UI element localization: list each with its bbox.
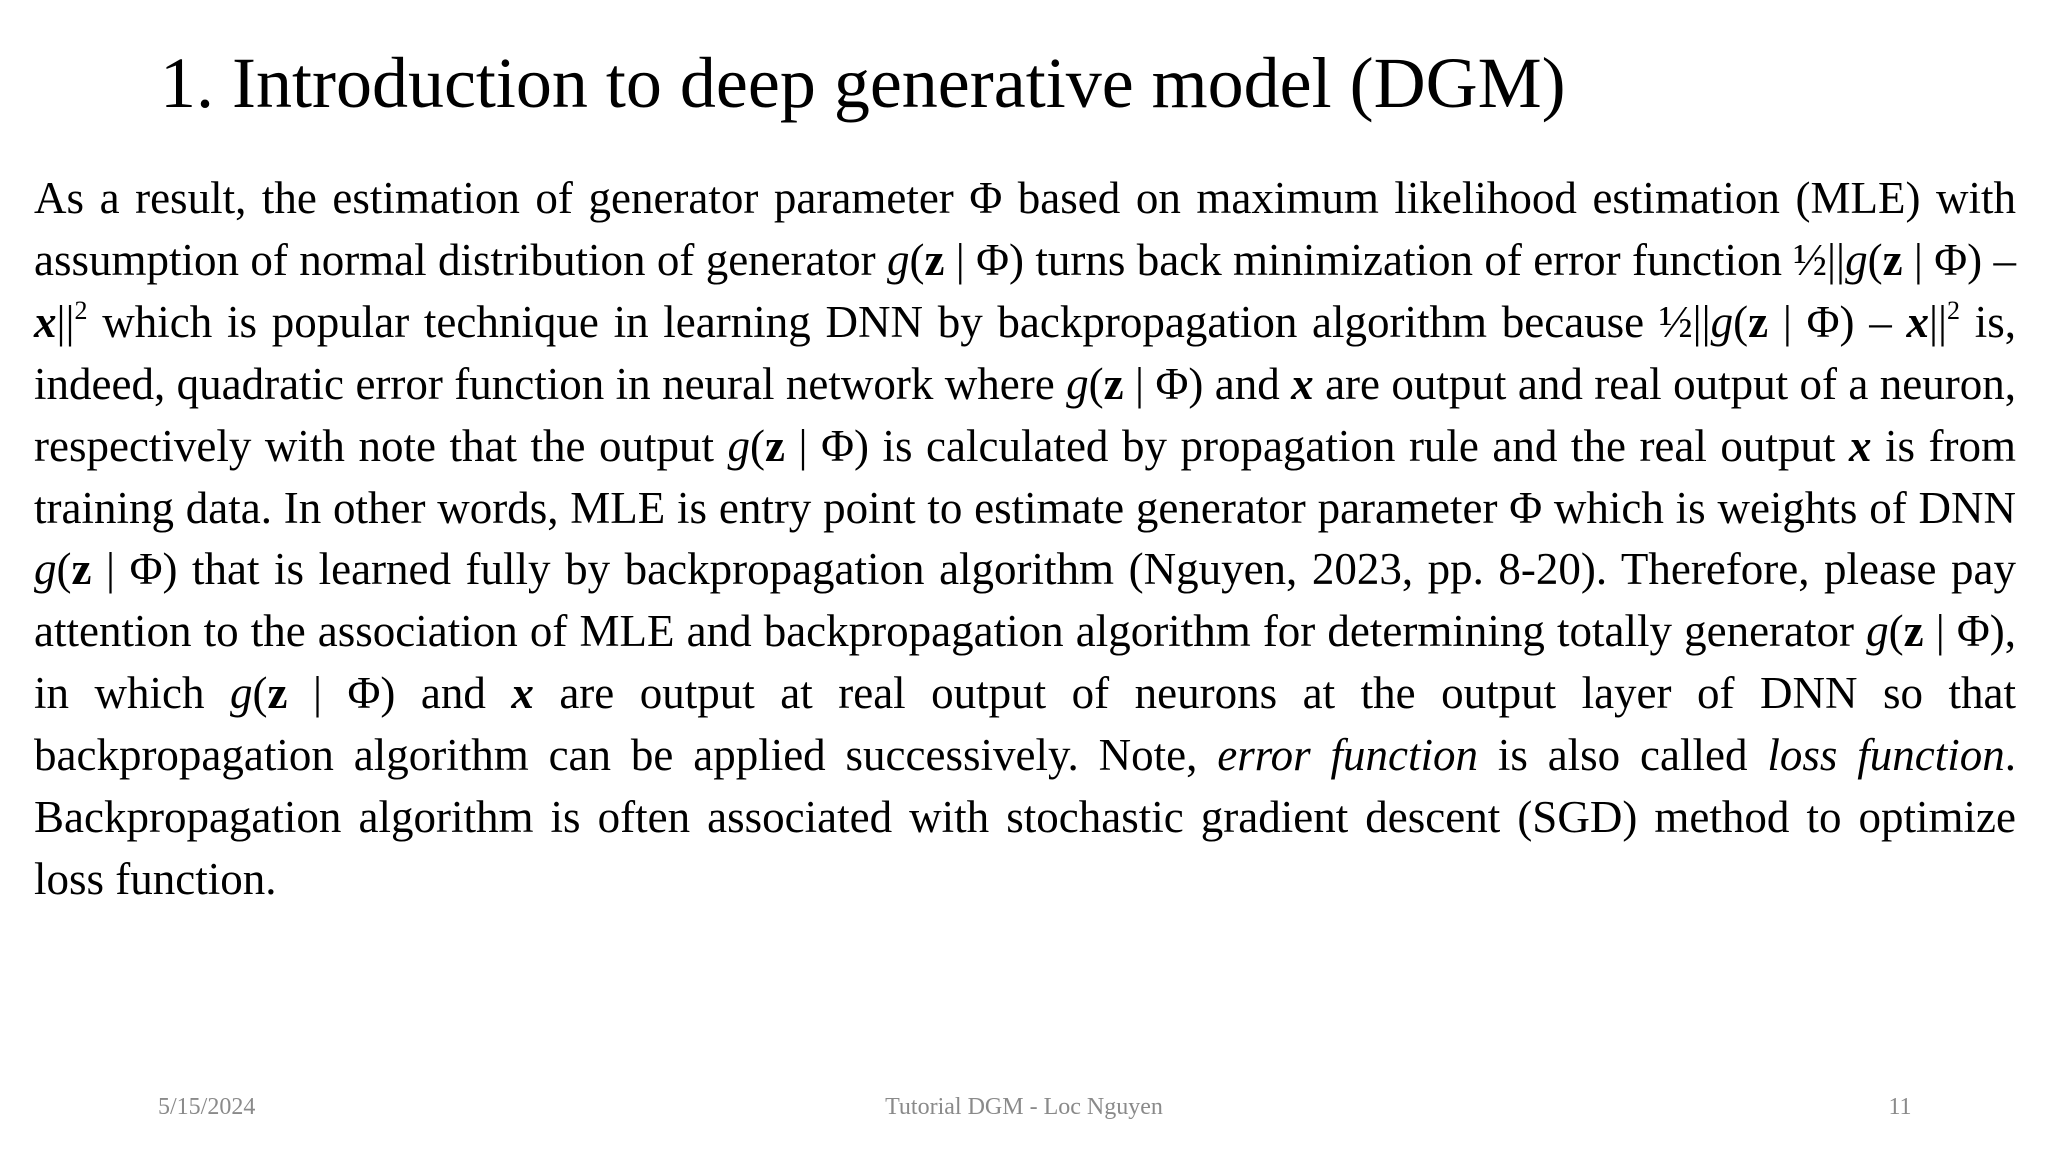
- text-run: (: [750, 420, 766, 471]
- text-run: ||: [56, 296, 75, 347]
- text-run: is from training data. In other words, MLE is entry point to estimate generator parameter Φ which is weights of DNN: [34, 420, 2017, 533]
- text-run: (: [1733, 296, 1749, 347]
- footer-page-number: 11: [1888, 1094, 1912, 1120]
- symbol-g: g: [1710, 296, 1734, 347]
- symbol-g: g: [1066, 358, 1089, 409]
- footer-presentation-title: Tutorial DGM - Loc Nguyen: [885, 1094, 1163, 1120]
- text-run: | Φ) that is learned fully by backpropagation algorithm (Nguyen, 2023, pp. 8-20). Therefore, please pay attention to the association of MLE and backpropagation algorithm for determining totally generator: [34, 544, 2016, 657]
- symbol-z: z: [924, 234, 945, 285]
- symbol-z: z: [267, 668, 288, 719]
- text-run: | Φ) turns back minimization of error function ½||: [944, 234, 1846, 285]
- symbol-z: z: [1103, 358, 1124, 409]
- text-run: are output and real output of a neuron, respectively with note that the output: [34, 358, 2017, 471]
- symbol-x: x: [1291, 358, 1314, 409]
- text-run: which is popular technique in learning DNN by backpropagation algorithm because ½||: [87, 296, 1711, 347]
- text-run: | Φ) –: [1902, 234, 2017, 285]
- symbol-g: g: [34, 544, 57, 595]
- footer-date: 5/15/2024: [158, 1094, 256, 1120]
- text-run: is also called: [1477, 730, 1768, 781]
- text-run: | Φ) –: [1768, 296, 1907, 347]
- symbol-g: g: [1866, 606, 1889, 657]
- symbol-z: z: [1748, 296, 1769, 347]
- emphasis-error-function: error function: [1217, 730, 1478, 781]
- text-run: | Φ), in which: [34, 606, 2016, 719]
- symbol-g: g: [727, 420, 751, 471]
- text-run: (: [1888, 606, 1904, 657]
- text-run: . Backpropagation algorithm is often associated with stochastic gradient descent (SGD) method to optimize loss function.: [34, 730, 2016, 904]
- symbol-g: g: [886, 234, 910, 285]
- text-run: As a result, the estimation of generator parameter Φ based on maximum likelihood estimation (MLE) with assumption of normal distribution of generator: [34, 173, 2016, 285]
- text-run: is, indeed, quadratic error function in neural network where: [34, 296, 2017, 409]
- text-run: | Φ) and: [1123, 358, 1292, 409]
- symbol-g: g: [229, 668, 253, 719]
- superscript: 2: [74, 295, 88, 325]
- text-run: are output at real output of neurons at the output layer of DNN so that backpropagation algorithm can be applied successively. Note,: [34, 668, 2016, 781]
- text-run: (: [252, 668, 268, 719]
- symbol-x: x: [511, 668, 534, 719]
- symbol-x: x: [34, 296, 57, 347]
- text-run: (: [1867, 234, 1883, 285]
- symbol-g: g: [1845, 234, 1868, 285]
- symbol-z: z: [765, 420, 786, 471]
- text-run: (: [1088, 358, 1104, 409]
- text-run: | Φ) is calculated by propagation rule and the real output: [785, 420, 1849, 471]
- text-run: | Φ) and: [287, 668, 512, 719]
- emphasis-loss-function: loss function: [1767, 730, 2005, 781]
- body-paragraph: [34, 168, 2016, 911]
- slide-title: 1. Introduction to deep generative model (DGM): [160, 43, 1566, 123]
- text-run: (: [909, 234, 925, 285]
- symbol-x: x: [1906, 296, 1929, 347]
- symbol-x: x: [1848, 420, 1872, 471]
- text-run: ||: [1928, 296, 1948, 347]
- symbol-z: z: [1882, 234, 1903, 285]
- text-run: (: [56, 544, 72, 595]
- symbol-z: z: [1903, 606, 1924, 657]
- symbol-z: z: [71, 544, 92, 595]
- superscript: 2: [1947, 295, 1961, 325]
